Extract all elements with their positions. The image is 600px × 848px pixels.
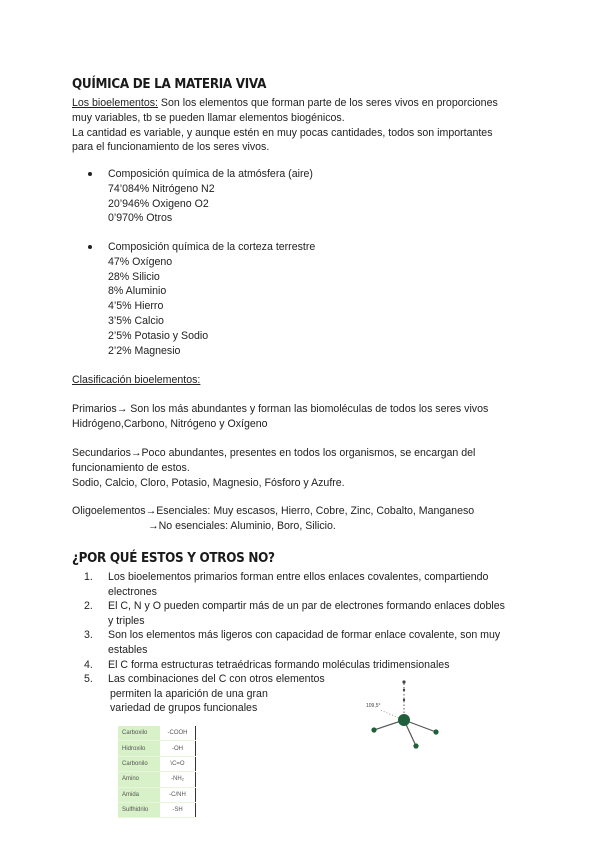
atmosphere-list	[88, 167, 313, 226]
list-item	[84, 628, 534, 657]
group-name: Carboxilo	[118, 726, 160, 740]
classification-heading: Clasificación bioelementos:	[72, 374, 201, 386]
table-row	[118, 803, 196, 818]
intro-line1: Son los elementos que forman parte de los seres vivos en proporciones	[157, 97, 498, 109]
list-item: 20’946% Oxigeno O2	[108, 197, 209, 210]
tetrahedral-carbon-diagram	[360, 668, 460, 758]
secundarios-line3: Sodio, Calcio, Cloro, Potasio, Magnesio, Fósforo y Azufre.	[72, 476, 345, 489]
item-number: 2.	[84, 600, 93, 613]
list-item: 47% Oxígeno	[108, 255, 173, 268]
group-name: Amida	[118, 788, 160, 802]
list-item	[84, 672, 534, 716]
group-formula: \C=O	[160, 757, 196, 771]
page-title: QUÍMICA DE LA MATERIA VIVA	[72, 76, 267, 92]
secundarios-line2: funcionamiento de estos.	[72, 461, 190, 474]
intro-paragraph	[72, 96, 532, 155]
item-line: Las combinaciones del C con otros elementos	[108, 673, 325, 686]
intro-term: Los bioelementos:	[72, 97, 158, 109]
list-item: 2’5% Potasio y Sodio	[108, 329, 209, 342]
primarios-paragraph	[72, 402, 532, 432]
item-line: El C, N y O pueden compartir más de un par de electrones formando enlaces dobles	[108, 600, 505, 613]
list-item: 28% Silicio	[108, 270, 160, 283]
list-item	[84, 658, 534, 673]
list-item: 3’5% Calcio	[108, 314, 164, 327]
carbon-atom	[398, 714, 410, 726]
item-line: y triples	[108, 614, 145, 627]
functional-groups-table	[118, 726, 196, 818]
secundarios-paragraph	[72, 446, 532, 490]
oligo-line2: →No esenciales: Aluminio, Boro, Silicio.	[148, 519, 336, 532]
secundarios-line1: Secundarios→Poco abundantes, presentes en todos los organismos, se encargan del	[72, 447, 476, 459]
item-line: variedad de grupos funcionales	[110, 702, 258, 715]
intro-line3: La cantidad es variable, y aunque estén en muy pocas cantidades, todos son importantes	[72, 126, 493, 139]
intro-line4: para el funcionamiento de los seres vivos.	[72, 141, 270, 154]
atom-bottom	[413, 743, 418, 748]
group-formula: -C/NH	[160, 788, 196, 802]
table-row	[118, 772, 196, 787]
oligo-line1: Oligoelementos→Esenciales: Muy escasos, Hierro, Cobre, Zinc, Cobalto, Manganeso	[72, 505, 475, 517]
table-row	[118, 726, 196, 741]
table-row	[118, 757, 196, 772]
reasons-list	[84, 570, 534, 716]
primarios-line1: Primarios→ Son los más abundantes y forman las biomoléculas de todos los seres vivos	[72, 403, 489, 415]
list-item	[84, 570, 534, 599]
atom-dot	[403, 689, 405, 691]
table-row	[118, 741, 196, 756]
atmosphere-heading: Composición química de la atmósfera (aire)	[108, 168, 313, 180]
atom-left	[371, 727, 376, 732]
group-name: Sulfhidrilo	[118, 803, 160, 817]
intro-line2: muy variables, tb se pueden llamar elementos biogénicos.	[72, 111, 345, 124]
table-row	[118, 788, 196, 803]
oligo-paragraph	[72, 504, 532, 534]
bullet-dot	[88, 245, 92, 249]
bullet-dot	[88, 172, 92, 176]
item-line: Son los elementos más ligeros con capacidad de formar enlace covalente, son muy	[108, 629, 501, 642]
list-item: 2’2% Magnesio	[108, 344, 181, 357]
group-formula: -NH₂	[160, 772, 196, 786]
list-item: 4’5% Hierro	[108, 300, 164, 313]
list-item: 0’970% Otros	[108, 212, 173, 225]
list-item	[84, 599, 534, 628]
item-line: Los bioelementos primarios forman entre ellos enlaces covalentes, compartiendo	[108, 571, 489, 583]
item-number: 3.	[84, 629, 93, 642]
group-name: Amino	[118, 772, 160, 786]
atom-dot	[403, 699, 405, 701]
item-line: El C forma estructuras tetraédricas formando moléculas tridimensionales	[108, 658, 450, 671]
item-number: 4.	[84, 658, 93, 671]
angle-label: 109,5°	[366, 703, 381, 709]
group-name: Carbonilo	[118, 757, 160, 771]
item-number: 1.	[84, 571, 93, 583]
group-formula: -OH	[160, 741, 196, 755]
group-formula: -COOH	[160, 726, 196, 740]
item-line: electrones	[108, 585, 157, 598]
atom-right	[433, 729, 438, 734]
group-name: Hidroxilo	[118, 741, 160, 755]
group-formula: -SH	[160, 803, 196, 817]
section2-title: ¿POR QUÉ ESTOS Y OTROS NO?	[72, 550, 275, 566]
primarios-line2: Hidrógeno,Carbono, Nitrógeno y Oxígeno	[72, 417, 268, 430]
atom-top	[402, 680, 405, 683]
item-line: estables	[108, 643, 148, 656]
list-item: 74’084% Nitrógeno N2	[108, 182, 215, 195]
list-item: 8% Aluminio	[108, 285, 167, 298]
item-number: 5.	[84, 673, 93, 686]
item-line: permiten la aparición de una gran	[110, 687, 268, 700]
crust-list	[88, 240, 315, 358]
crust-heading: Composición química de la corteza terrestre	[108, 241, 316, 253]
